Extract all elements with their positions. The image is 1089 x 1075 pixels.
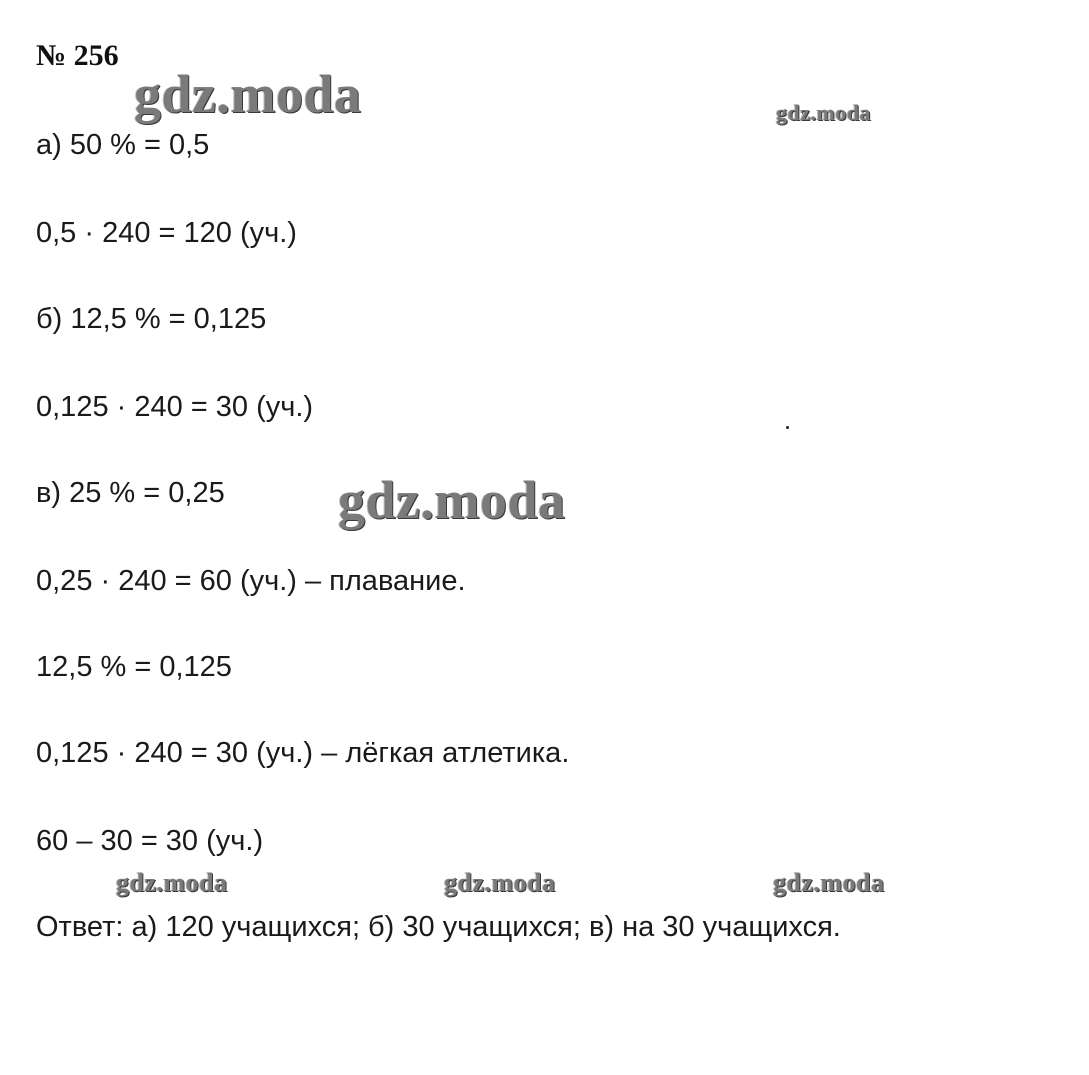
watermark-logo: gdz.moda [444,868,556,897]
solution-line-b-percent: б) 12,5 % = 0,125 [36,303,267,335]
solution-line-athletics-percent: 12,5 % = 0,125 [36,651,232,683]
solution-line-athletics: 0,125 · 240 = 30 (уч.) – лёгкая атлетика. [36,737,570,769]
solution-line-a-calc: 0,5 · 240 = 120 (уч.) [36,217,297,249]
solution-line-difference: 60 – 30 = 30 (уч.) [36,825,264,857]
watermark-logo: gdz.moda [134,64,362,124]
watermark-logo: gdz.moda [116,868,228,897]
solution-line-v-percent: в) 25 % = 0,25 [36,477,225,509]
watermark-logo: gdz.moda [338,470,566,530]
solution-line-swimming: 0,25 · 240 = 60 (уч.) – плавание. [36,565,466,597]
page-title: № 256 [36,39,119,72]
solution-line-a-percent: а) 50 % = 0,5 [36,129,210,161]
solution-line-b-calc: 0,125 · 240 = 30 (уч.) [36,391,314,423]
stray-dot [786,426,789,429]
answer-line: Ответ: а) 120 учащихся; б) 30 учащихся; в) на 30 учащихся. [36,911,841,943]
watermark-logo: gdz.moda [773,868,885,897]
watermark-logo: gdz.moda [776,100,872,125]
